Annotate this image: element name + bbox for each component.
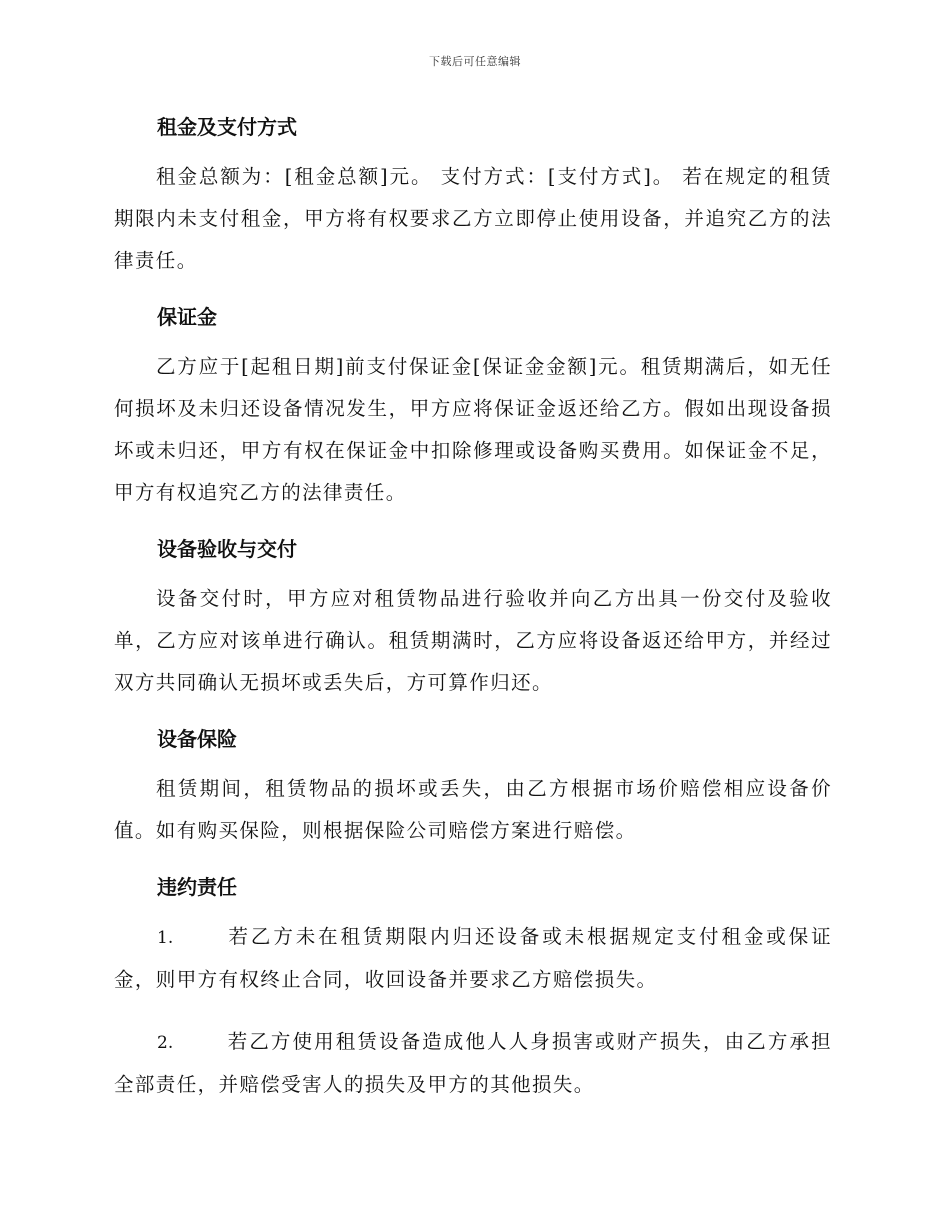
document-body [114, 112, 832, 1106]
section-title-rent-payment: 租金及支付方式 [157, 115, 297, 139]
list-item-text: 若乙方未在租赁期限内归还设备或未根据规定支付租金或保证金，则甲方有权终止合同，收回设备并要求乙方赔偿损失。 [114, 925, 832, 991]
list-item [114, 916, 832, 1001]
list-item-number: 2. [157, 1033, 174, 1053]
section-title-breach-liability: 违约责任 [157, 875, 237, 899]
list-item [114, 1021, 832, 1106]
section-paragraph-inspection-delivery: 设备交付时，甲方应对租赁物品进行验收并向乙方出具一份交付及验收单，乙方应对该单进行确认。租赁期满时，乙方应将设备返还给甲方，并经过双方共同确认无损坏或丢失后，方可算作归还。 [114, 587, 832, 694]
section-title-insurance: 设备保险 [157, 727, 237, 751]
list-item-number: 1. [157, 928, 174, 948]
list-item-text: 若乙方使用租赁设备造成他人人身损害或财产损失，由乙方承担全部责任，并赔偿受害人的损失及甲方的其他损失。 [114, 1030, 832, 1096]
section-paragraph-deposit: 乙方应于[起租日期]前支付保证金[保证金金额]元。租赁期满后，如无任何损坏及未归还设备情况发生，甲方应将保证金返还给乙方。假如出现设备损坏或未归还，甲方有权在保证金中扣除修理或设备购买费用。如保证金不足，甲方有权追究乙方的法律责任。 [114, 355, 832, 504]
section-title-deposit: 保证金 [157, 305, 217, 329]
section-paragraph-insurance: 租赁期间，租赁物品的损坏或丢失，由乙方根据市场价赔偿相应设备价值。如有购买保险，则根据保险公司赔偿方案进行赔偿。 [114, 777, 832, 842]
section-paragraph-rent-payment: 租金总额为：[租金总额]元。 支付方式：[支付方式]。 若在规定的租赁期限内未支付租金，甲方将有权要求乙方立即停止使用设备，并追究乙方的法律责任。 [114, 165, 832, 272]
section-title-inspection-delivery: 设备验收与交付 [157, 537, 297, 561]
page-header: 下载后可任意编辑 [429, 55, 521, 68]
